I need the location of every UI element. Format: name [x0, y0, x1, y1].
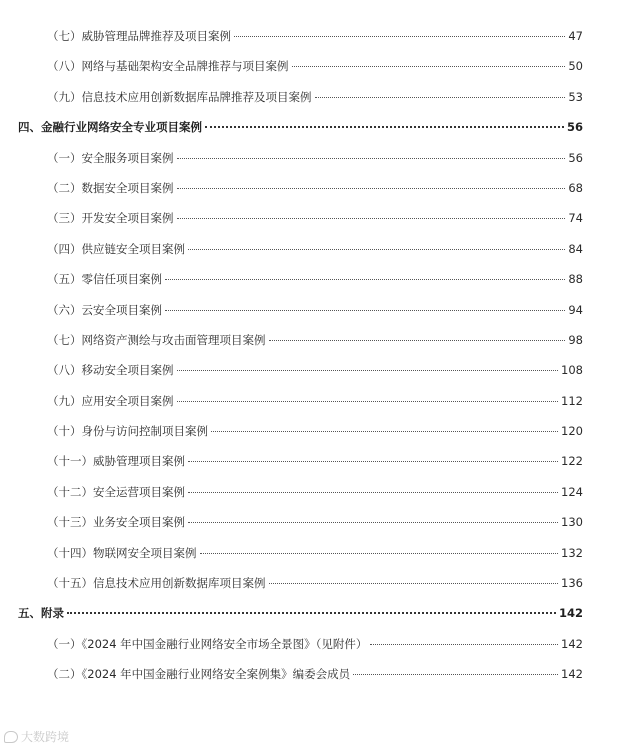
- toc-subsection-entry[interactable]: [47, 386, 583, 416]
- dot-leader: [188, 492, 558, 493]
- toc-row: [0, 143, 629, 173]
- toc-row: [0, 295, 629, 325]
- toc-subsection-entry[interactable]: [47, 295, 583, 325]
- toc-row: [0, 234, 629, 264]
- toc-subsection-entry[interactable]: [47, 568, 583, 598]
- toc-subsection-entry[interactable]: [47, 234, 583, 264]
- toc-page-number: 74: [568, 211, 583, 226]
- toc-page-number: 56: [566, 120, 583, 135]
- toc-page-number: 122: [561, 454, 583, 469]
- toc-page-number: 56: [568, 150, 583, 165]
- toc-row: [0, 355, 629, 385]
- toc-row: [0, 21, 629, 51]
- dot-leader: [370, 644, 558, 645]
- dot-leader: [188, 461, 558, 462]
- dot-leader: [353, 674, 558, 675]
- dot-leader: [188, 522, 558, 523]
- toc-page-number: 142: [561, 636, 583, 651]
- toc-entry-label: （七）网络资产测绘与攻击面管理项目案例: [47, 332, 266, 347]
- dot-leader: [177, 188, 566, 189]
- toc-subsection-entry[interactable]: [47, 51, 583, 81]
- toc-subsection-entry[interactable]: [47, 82, 583, 112]
- dot-leader: [165, 279, 565, 280]
- toc-row: [0, 629, 629, 659]
- toc-row: [0, 51, 629, 81]
- toc-entry-label: （十四）物联网安全项目案例: [47, 545, 197, 560]
- toc-row: [0, 82, 629, 112]
- toc-subsection-entry[interactable]: [47, 325, 583, 355]
- toc-row: [0, 416, 629, 446]
- dot-leader: [177, 218, 566, 219]
- toc-subsection-entry[interactable]: [47, 477, 583, 507]
- toc-row: [0, 477, 629, 507]
- toc-page-number: 142: [561, 667, 583, 682]
- dot-leader: [269, 340, 566, 341]
- toc-page-number: 68: [568, 180, 583, 195]
- toc-row: [0, 659, 629, 689]
- toc-row: [0, 264, 629, 294]
- toc-page-number: 108: [561, 363, 583, 378]
- toc-entry-label: 五、附录: [18, 606, 64, 621]
- toc-page-number: 136: [561, 576, 583, 591]
- toc-entry-label: （十二）安全运营项目案例: [47, 484, 185, 499]
- toc-page-number: 124: [561, 484, 583, 499]
- toc-entry-label: （六）云安全项目案例: [47, 302, 162, 317]
- toc-row: [0, 386, 629, 416]
- toc-subsection-entry[interactable]: [47, 507, 583, 537]
- dot-leader: [205, 126, 564, 128]
- toc-subsection-entry[interactable]: [47, 173, 583, 203]
- dot-leader: [315, 97, 566, 98]
- toc-subsection-entry[interactable]: [47, 659, 583, 689]
- toc-page-number: 94: [568, 302, 583, 317]
- dot-leader: [165, 310, 565, 311]
- toc-row: [0, 173, 629, 203]
- toc-entry-label: （一）《2024 年中国金融行业网络安全市场全景图》（见附件）: [47, 636, 368, 651]
- toc-subsection-entry[interactable]: [47, 21, 583, 51]
- dot-leader: [188, 249, 565, 250]
- toc-page-number: 88: [568, 272, 583, 287]
- toc-entry-label: 四、金融行业网络安全专业项目案例: [18, 120, 202, 135]
- toc-row: [0, 325, 629, 355]
- toc-section-entry[interactable]: [18, 112, 583, 142]
- dot-leader: [269, 583, 559, 584]
- toc-entry-label: （十一）威胁管理项目案例: [47, 454, 185, 469]
- table-of-contents: [0, 21, 629, 690]
- toc-page-number: 120: [561, 424, 583, 439]
- toc-subsection-entry[interactable]: [47, 538, 583, 568]
- toc-subsection-entry[interactable]: [47, 264, 583, 294]
- watermark-text: 大数跨境: [21, 730, 70, 744]
- watermark: [4, 728, 69, 745]
- toc-subsection-entry[interactable]: [47, 143, 583, 173]
- dot-leader: [67, 612, 556, 614]
- toc-entry-label: （七）威胁管理品牌推荐及项目案例: [47, 29, 231, 43]
- toc-row: [0, 538, 629, 568]
- toc-row: [0, 203, 629, 233]
- dot-leader: [200, 553, 559, 554]
- toc-entry-label: （十三）业务安全项目案例: [47, 515, 185, 530]
- dot-leader: [211, 431, 558, 432]
- toc-row: [0, 446, 629, 476]
- toc-page-number: 47: [568, 29, 583, 43]
- toc-subsection-entry[interactable]: [47, 629, 583, 659]
- toc-entry-label: （二）《2024 年中国金融行业网络安全案例集》编委会成员: [47, 667, 351, 682]
- toc-page-number: 98: [568, 332, 583, 347]
- toc-entry-label: （三）开发安全项目案例: [47, 211, 174, 226]
- toc-entry-label: （一）安全服务项目案例: [47, 150, 174, 165]
- dot-leader: [292, 66, 566, 67]
- toc-subsection-entry[interactable]: [47, 446, 583, 476]
- toc-page-number: 53: [568, 89, 583, 104]
- toc-subsection-entry[interactable]: [47, 355, 583, 385]
- dot-leader: [177, 158, 566, 159]
- toc-entry-label: （八）移动安全项目案例: [47, 363, 174, 378]
- toc-page-number: 132: [561, 545, 583, 560]
- toc-subsection-entry[interactable]: [47, 416, 583, 446]
- toc-page-number: 50: [568, 59, 583, 74]
- toc-page-number: 84: [568, 241, 583, 256]
- toc-entry-label: （五）零信任项目案例: [47, 272, 162, 287]
- toc-entry-label: （二）数据安全项目案例: [47, 180, 174, 195]
- toc-page-number: 142: [558, 606, 583, 621]
- chat-bubble-icon: [4, 731, 18, 743]
- toc-row: [0, 598, 629, 628]
- dot-leader: [177, 401, 559, 402]
- toc-entry-label: （十五）信息技术应用创新数据库项目案例: [47, 576, 266, 591]
- dot-leader: [177, 370, 559, 371]
- toc-entry-label: （十）身份与访问控制项目案例: [47, 424, 208, 439]
- toc-row: [0, 568, 629, 598]
- toc-entry-label: （八）网络与基础架构安全品牌推荐与项目案例: [47, 59, 289, 74]
- toc-row: [0, 112, 629, 142]
- toc-section-entry[interactable]: [18, 598, 583, 628]
- toc-row: [0, 507, 629, 537]
- toc-page-number: 130: [561, 515, 583, 530]
- toc-entry-label: （九）信息技术应用创新数据库品牌推荐及项目案例: [47, 89, 312, 104]
- toc-page-number: 112: [561, 393, 583, 408]
- toc-subsection-entry[interactable]: [47, 203, 583, 233]
- toc-entry-label: （四）供应链安全项目案例: [47, 241, 185, 256]
- dot-leader: [234, 36, 565, 37]
- toc-entry-label: （九）应用安全项目案例: [47, 393, 174, 408]
